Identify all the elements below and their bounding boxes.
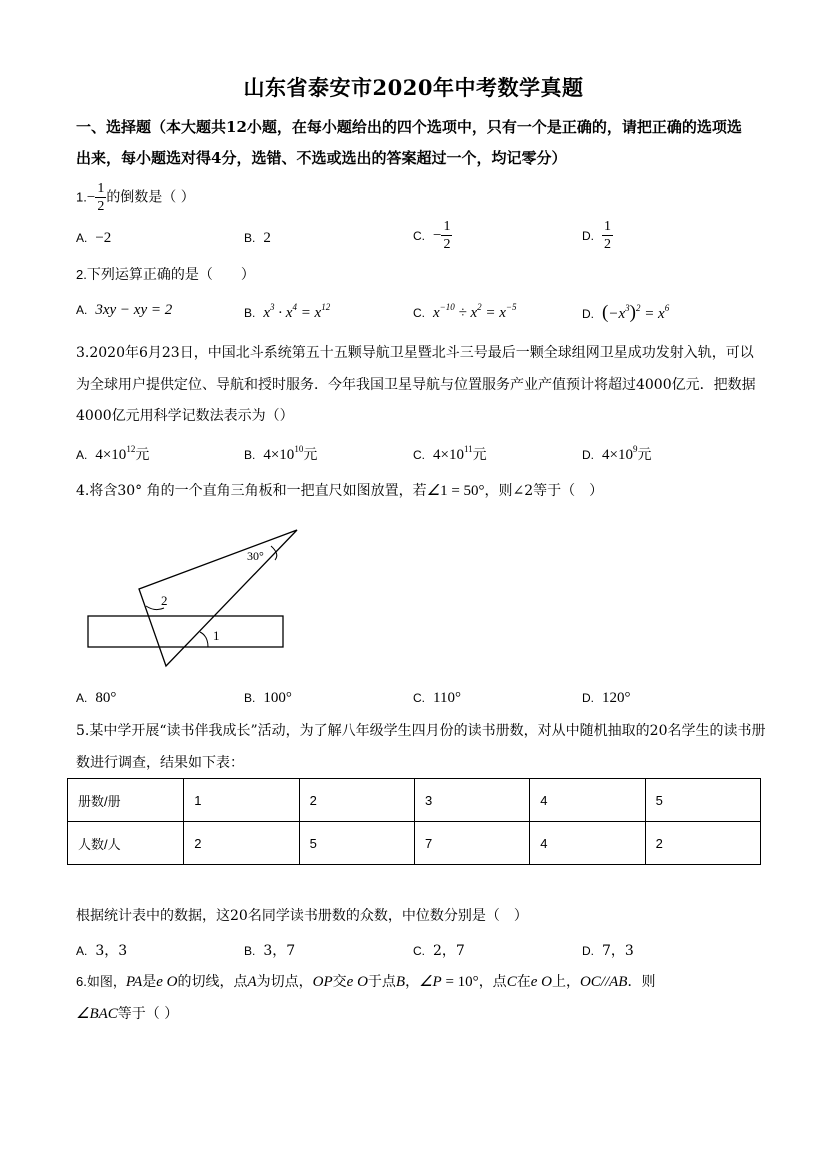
question-5: 5.某中学开展“读书伴我成长”活动，为了解八年级学生四月份的读书册数，对从中随机抽取的20名学生的读书册数进行调查，结果如下表： bbox=[76, 723, 766, 771]
angle-30-arc bbox=[271, 546, 277, 560]
q4-option-a[interactable]: A. 80° bbox=[76, 690, 117, 706]
q2-option-c[interactable]: C. $x^{-10} \div x^2 = x^{-5}$ bbox=[413, 302, 517, 321]
q2-option-b[interactable]: B. $x^3 \cdot x^4 = x^{12}$ bbox=[244, 302, 331, 321]
table-row bbox=[68, 822, 761, 865]
fraction-minus-half: $\frac{1}{2}$ bbox=[97, 181, 105, 214]
table-cell: 5 bbox=[299, 822, 414, 865]
q5-option-c[interactable]: C. 2，7 bbox=[413, 943, 465, 959]
ruler-shape bbox=[88, 616, 283, 647]
reading-survey-table bbox=[67, 778, 761, 865]
q5-option-d[interactable]: D. 7，3 bbox=[582, 943, 634, 959]
q1-option-d[interactable]: D. $\frac{1}{2}$ bbox=[582, 219, 611, 252]
table-cell: 2 bbox=[645, 822, 760, 865]
table-cell: 人数/人 bbox=[68, 822, 184, 865]
q3-option-b[interactable]: B. $4\times 10^{10}$元 bbox=[244, 444, 318, 463]
q2-option-d[interactable]: D. $(-x^3)^2 = x^6$ bbox=[582, 302, 670, 323]
page-title: 山东省泰安市2020年中考数学真题 bbox=[243, 75, 584, 100]
q5-option-a[interactable]: A. 3，3 bbox=[76, 943, 128, 959]
table-cell: 1 bbox=[184, 779, 299, 822]
table-cell: 3 bbox=[414, 779, 529, 822]
table-cell: 2 bbox=[184, 822, 299, 865]
table-cell: 5 bbox=[645, 779, 760, 822]
question-1: 1.− $\frac{1}{2}$ 的倒数是（ ） bbox=[76, 181, 195, 214]
question-2: 2.下列运算正确的是（ ） bbox=[76, 267, 255, 283]
table-row bbox=[68, 779, 761, 822]
q4-option-c[interactable]: C. 110° bbox=[413, 690, 461, 706]
q3-option-c[interactable]: C. $4\times 10^{11}$元 bbox=[413, 444, 487, 463]
q1-option-a[interactable]: A. −2 bbox=[76, 230, 112, 246]
triangle-ruler-diagram bbox=[80, 520, 310, 670]
table-cell: 4 bbox=[530, 779, 645, 822]
question-6: 6.如图，PA是e O的切线，点A为切点，OP交e O于点B，∠P = 10°，点C在e O上，OC//AB．则 ∠BAC等于（ ） bbox=[76, 974, 656, 1022]
q4-option-d[interactable]: D. 120° bbox=[582, 690, 631, 706]
table-cell: 册数/册 bbox=[68, 779, 184, 822]
q1-option-c[interactable]: C. − $\frac{1}{2}$ bbox=[413, 219, 451, 252]
q1-option-b[interactable]: B. 2 bbox=[244, 230, 271, 246]
table-cell: 2 bbox=[299, 779, 414, 822]
fig-angle-label: 30° bbox=[247, 549, 264, 563]
q3-option-d[interactable]: D. $4\times 10^9$元 bbox=[582, 444, 652, 463]
q3-option-a[interactable]: A. $4\times 10^{12}$元 bbox=[76, 444, 150, 463]
table-cell: 7 bbox=[414, 822, 529, 865]
question-4: 4.将含30° 角的一个直角三角板和一把直尺如图放置，若∠1 = 50°，则∠2等于（ ） bbox=[76, 483, 604, 499]
angle-1-arc bbox=[200, 632, 208, 647]
q4-option-b[interactable]: B. 100° bbox=[244, 690, 292, 706]
q5-option-b[interactable]: B. 3，7 bbox=[244, 943, 296, 959]
question-5-prompt: 根据统计表中的数据，这20名同学读书册数的众数，中位数分别是（ ） bbox=[76, 908, 528, 924]
section-heading: 一、选择题（本大题共12小题，在每小题给出的四个选项中，只有一个是正确的，请把正确的选项选出来，每小题选对得4分，选错、不选或选出的答案超过一个，均记零分） bbox=[76, 118, 742, 167]
fig-label-2: 2 bbox=[161, 593, 168, 608]
question-1-text: 的倒数是（ ） bbox=[106, 189, 195, 206]
fig-label-1: 1 bbox=[213, 628, 220, 643]
table-cell: 4 bbox=[530, 822, 645, 865]
q2-option-a[interactable]: A. 3xy − xy = 2 bbox=[76, 302, 173, 318]
question-3: 3.2020年6月23日，中国北斗系统第五十五颗导航卫星暨北斗三号最后一颗全球组网卫星成功发射入轨，可以为全球用户提供定位、导航和授时服务．今年我国卫星导航与位置服务产业产值预计将超过4000亿元．把数据4000亿元用科学记数法表示为（） bbox=[76, 345, 756, 424]
